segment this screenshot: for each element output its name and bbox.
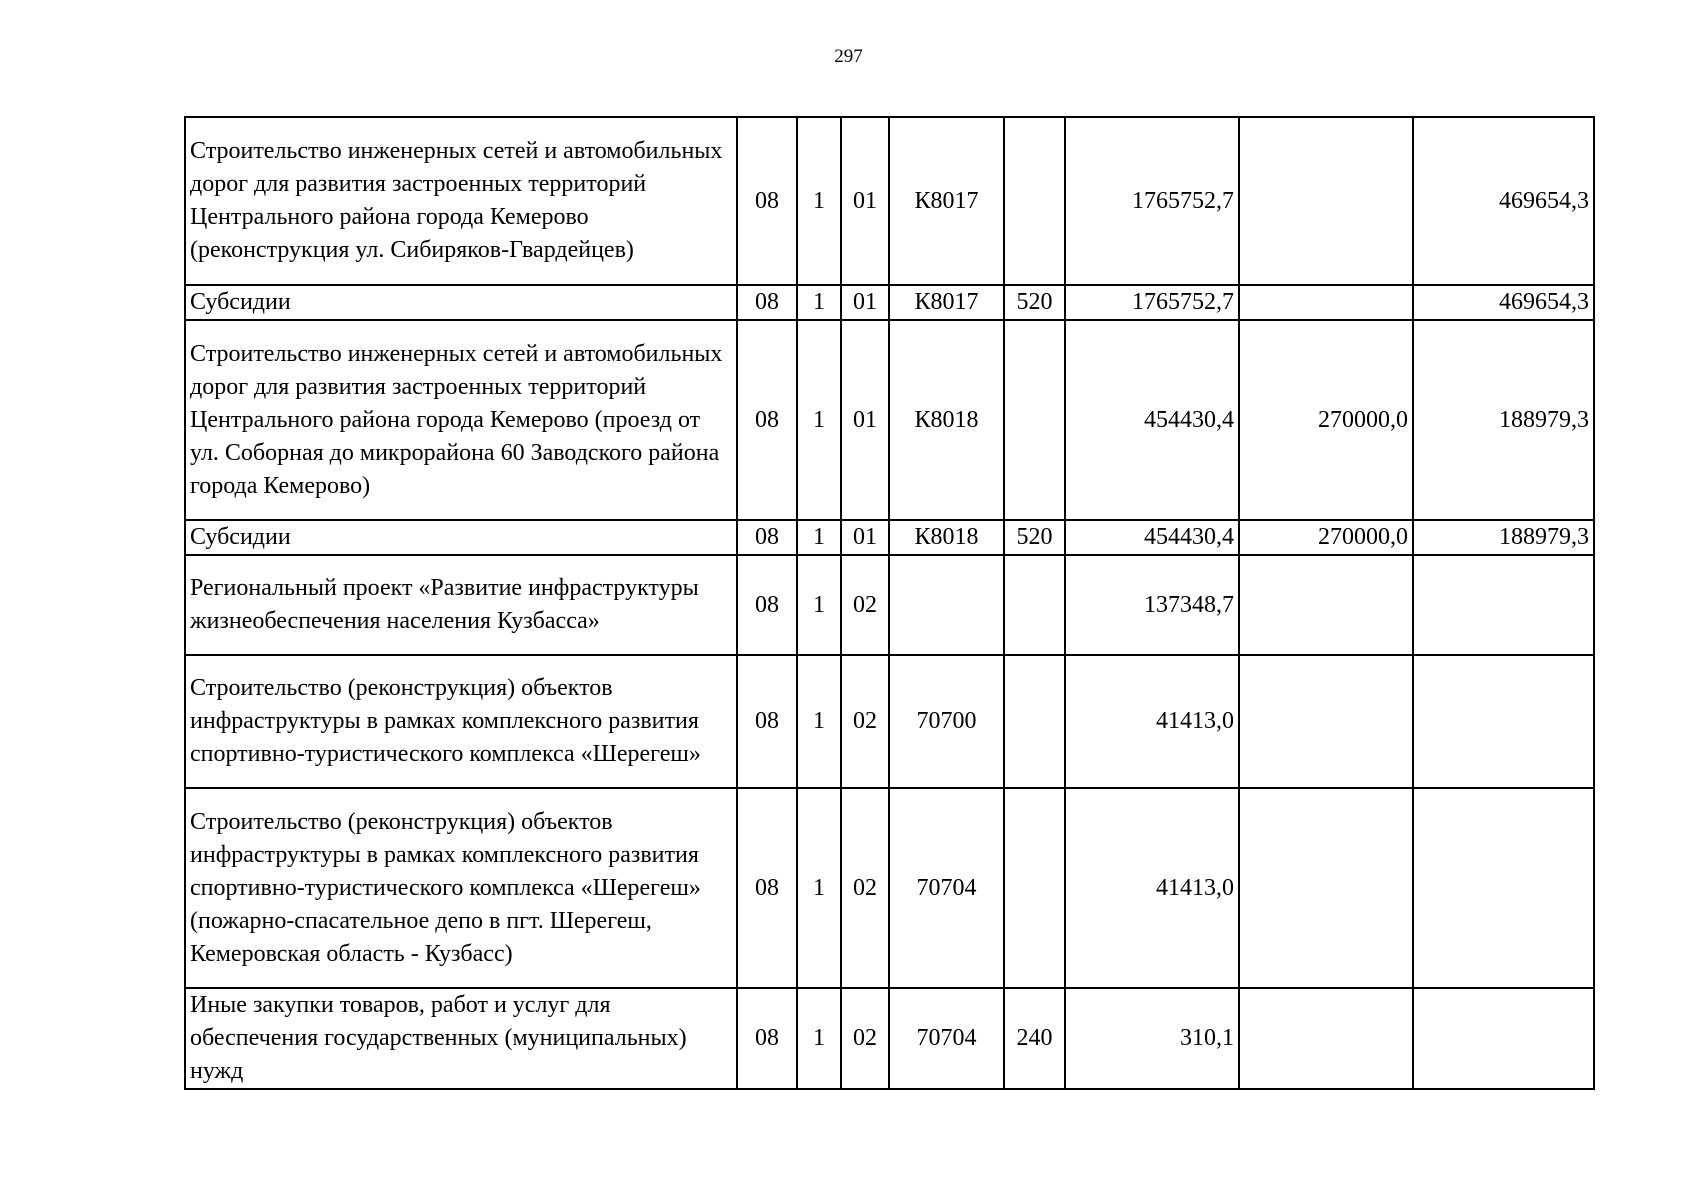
row-target-article: 70704 — [889, 788, 1004, 988]
row-amount-3: 469654,3 — [1413, 285, 1594, 320]
row-section-code: 08 — [737, 117, 797, 285]
budget-table — [184, 116, 1595, 1090]
table-row — [185, 555, 1594, 655]
row-subsection-code: 1 — [797, 988, 841, 1089]
row-subsection-code: 1 — [797, 655, 841, 788]
row-name: Иные закупки товаров, работ и услуг для обеспечения государственных (муниципальных) нужд — [185, 988, 737, 1089]
row-name: Субсидии — [185, 520, 737, 555]
row-expense-type — [1004, 320, 1065, 520]
row-expense-type: 520 — [1004, 285, 1065, 320]
row-program-code: 01 — [841, 285, 889, 320]
row-name: Региональный проект «Развитие инфраструктуры жизнеобеспечения населения Кузбасса» — [185, 555, 737, 655]
row-amount-3 — [1413, 788, 1594, 988]
row-section-code: 08 — [737, 520, 797, 555]
row-amount-2 — [1239, 285, 1413, 320]
row-amount-3: 188979,3 — [1413, 520, 1594, 555]
row-amount-1: 1765752,7 — [1065, 117, 1239, 285]
row-amount-2 — [1239, 788, 1413, 988]
row-section-code: 08 — [737, 285, 797, 320]
row-amount-1: 454430,4 — [1065, 520, 1239, 555]
row-amount-2 — [1239, 555, 1413, 655]
table-row — [185, 788, 1594, 988]
row-program-code: 02 — [841, 555, 889, 655]
row-amount-1: 454430,4 — [1065, 320, 1239, 520]
row-name: Субсидии — [185, 285, 737, 320]
row-amount-1: 137348,7 — [1065, 555, 1239, 655]
row-target-article: 70704 — [889, 988, 1004, 1089]
row-name: Строительство инженерных сетей и автомобильных дорог для развития застроенных территорий Центрального района города Кемерово (проезд от ул. Соборная до микрорайона 60 Заводского района города Кемерово) — [185, 320, 737, 520]
row-expense-type: 240 — [1004, 988, 1065, 1089]
row-program-code: 02 — [841, 655, 889, 788]
row-target-article: К8018 — [889, 320, 1004, 520]
row-program-code: 01 — [841, 320, 889, 520]
page-number: 297 — [834, 46, 863, 67]
row-subsection-code: 1 — [797, 320, 841, 520]
row-expense-type — [1004, 788, 1065, 988]
row-target-article: К8017 — [889, 117, 1004, 285]
row-section-code: 08 — [737, 655, 797, 788]
row-amount-1: 41413,0 — [1065, 788, 1239, 988]
row-expense-type — [1004, 117, 1065, 285]
row-expense-type — [1004, 655, 1065, 788]
row-subsection-code: 1 — [797, 285, 841, 320]
row-amount-3 — [1413, 988, 1594, 1089]
row-subsection-code: 1 — [797, 555, 841, 655]
row-section-code: 08 — [737, 555, 797, 655]
row-amount-2 — [1239, 988, 1413, 1089]
row-amount-3: 188979,3 — [1413, 320, 1594, 520]
row-section-code: 08 — [737, 788, 797, 988]
row-name: Строительство (реконструкция) объектов инфраструктуры в рамках комплексного развития спортивно-туристического комплекса «Шерегеш» (пожарно-спасательное депо в пгт. Шерегеш, Кемеровская область - Кузбасс) — [185, 788, 737, 988]
table-row — [185, 655, 1594, 788]
row-program-code: 02 — [841, 988, 889, 1089]
table-row — [185, 320, 1594, 520]
row-program-code: 01 — [841, 117, 889, 285]
row-target-article — [889, 555, 1004, 655]
row-target-article: К8018 — [889, 520, 1004, 555]
row-amount-1: 41413,0 — [1065, 655, 1239, 788]
row-amount-2 — [1239, 655, 1413, 788]
row-name: Строительство (реконструкция) объектов инфраструктуры в рамках комплексного развития спортивно-туристического комплекса «Шерегеш» — [185, 655, 737, 788]
table-row — [185, 285, 1594, 320]
row-name: Строительство инженерных сетей и автомобильных дорог для развития застроенных территорий Центрального района города Кемерово (реконструкция ул. Сибиряков-Гвардейцев) — [185, 117, 737, 285]
row-subsection-code: 1 — [797, 788, 841, 988]
row-amount-2: 270000,0 — [1239, 520, 1413, 555]
row-target-article: К8017 — [889, 285, 1004, 320]
table-row — [185, 117, 1594, 285]
row-program-code: 02 — [841, 788, 889, 988]
row-expense-type: 520 — [1004, 520, 1065, 555]
row-program-code: 01 — [841, 520, 889, 555]
row-target-article: 70700 — [889, 655, 1004, 788]
row-amount-2: 270000,0 — [1239, 320, 1413, 520]
table-row — [185, 988, 1594, 1089]
row-section-code: 08 — [737, 988, 797, 1089]
row-expense-type — [1004, 555, 1065, 655]
row-amount-1: 310,1 — [1065, 988, 1239, 1089]
row-subsection-code: 1 — [797, 117, 841, 285]
table-row — [185, 520, 1594, 555]
row-subsection-code: 1 — [797, 520, 841, 555]
row-amount-1: 1765752,7 — [1065, 285, 1239, 320]
row-amount-3 — [1413, 655, 1594, 788]
row-section-code: 08 — [737, 320, 797, 520]
row-amount-3 — [1413, 555, 1594, 655]
row-amount-3: 469654,3 — [1413, 117, 1594, 285]
row-amount-2 — [1239, 117, 1413, 285]
